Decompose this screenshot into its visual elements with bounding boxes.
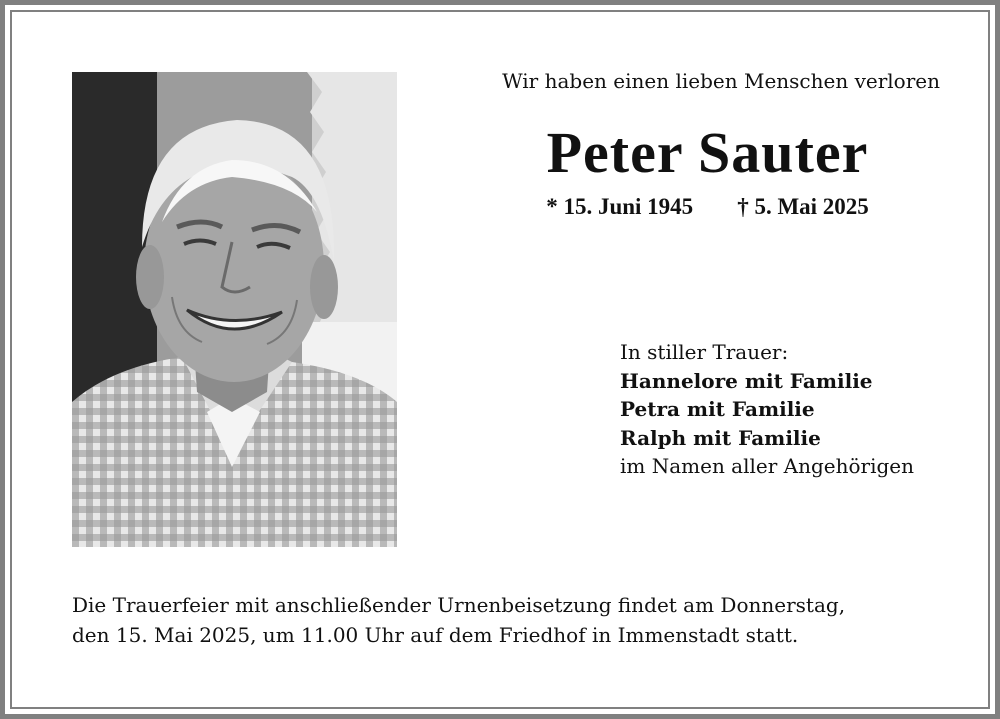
mourner-family: Ralph mit Familie	[620, 425, 821, 450]
mourners-block	[620, 338, 960, 481]
funeral-line-2: den 15. Mai 2025, um 11.00 Uhr auf dem Friedhof in Immenstadt statt.	[72, 623, 799, 647]
funeral-notice	[72, 590, 952, 650]
mourner-family: Hannelore mit Familie	[620, 368, 873, 393]
portrait-photo	[72, 72, 397, 547]
funeral-line-1: Die Trauerfeier mit anschließender Urnenbeisetzung findet am Donnerstag,	[72, 593, 846, 617]
mourners-heading: In stiller Trauer:	[620, 340, 789, 364]
intro-text: Wir haben einen lieben Menschen verloren	[502, 69, 940, 93]
life-dates	[470, 194, 945, 220]
death-date: † 5. Mai 2025	[737, 194, 869, 219]
birth-date: * 15. Juni 1945	[546, 194, 694, 219]
deceased-name: Peter Sauter	[546, 120, 869, 185]
mourner-family: Petra mit Familie	[620, 397, 815, 421]
mourners-closing: im Namen aller Angehörigen	[620, 454, 915, 478]
